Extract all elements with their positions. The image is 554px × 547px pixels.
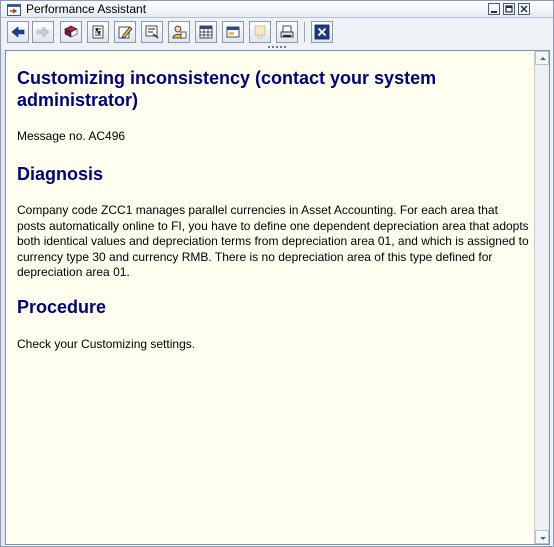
toolbar-separator — [304, 22, 305, 42]
note-button[interactable] — [141, 21, 163, 43]
splitter-handle[interactable] — [267, 45, 287, 48]
window-icon — [225, 24, 241, 40]
maximize-icon — [504, 4, 516, 16]
maximize-button[interactable] — [503, 3, 515, 15]
window-title: Performance Assistant — [26, 2, 147, 16]
scroll-down-button[interactable] — [535, 530, 549, 544]
technical-info-icon — [90, 24, 106, 40]
person-icon — [171, 24, 187, 40]
minimize-icon — [489, 4, 501, 16]
close-assistant-button[interactable] — [311, 21, 333, 43]
arrow-right-icon — [35, 24, 51, 40]
diagnosis-text: Company code ZCC1 manages parallel currencies in Asset Accounting. For each area that posts automatically online to FI, you have to define one dependent depreciation area that adopts both identical values and depreciation terms from depreciation area 01, and which is assigned to currency type 30 and currency RMB. There is no depreciation area of this type defined for depreciation area 01. — [17, 203, 529, 279]
pencil-icon — [117, 24, 133, 40]
vertical-scrollbar[interactable] — [534, 51, 549, 544]
procedure-heading: Procedure — [17, 297, 107, 317]
message-title: Customizing inconsistency (contact your system administrator) — [17, 68, 437, 110]
back-button[interactable] — [7, 21, 29, 43]
close-window-button[interactable] — [518, 3, 530, 15]
glossary-button[interactable] — [60, 21, 82, 43]
message-number: Message no. AC496 — [17, 129, 126, 143]
title-bar[interactable] — [1, 1, 553, 18]
performance-assistant-icon — [7, 3, 21, 15]
technical-info-button[interactable] — [87, 21, 109, 43]
message-content-panel — [5, 50, 550, 545]
procedure-text: Check your Customizing settings. — [17, 337, 196, 351]
table-button[interactable] — [195, 21, 217, 43]
person-button[interactable] — [168, 21, 190, 43]
book-icon — [63, 24, 79, 40]
print-button[interactable] — [276, 21, 298, 43]
forward-button[interactable] — [32, 21, 54, 43]
display-button[interactable] — [222, 21, 244, 43]
arrow-left-icon — [10, 24, 26, 40]
close-icon — [519, 4, 531, 16]
arrow-up-icon — [536, 52, 550, 66]
minimize-button[interactable] — [488, 3, 500, 15]
toolbar — [1, 19, 553, 45]
scroll-up-button[interactable] — [535, 51, 549, 65]
printer-icon — [279, 24, 295, 40]
arrow-down-icon — [536, 531, 550, 545]
disabled-window-icon — [252, 24, 268, 40]
close-icon — [314, 24, 330, 40]
edit-button[interactable] — [114, 21, 136, 43]
table-icon — [198, 24, 214, 40]
note-icon — [144, 24, 160, 40]
diagnosis-heading: Diagnosis — [17, 164, 104, 184]
disabled-button[interactable] — [249, 21, 271, 43]
